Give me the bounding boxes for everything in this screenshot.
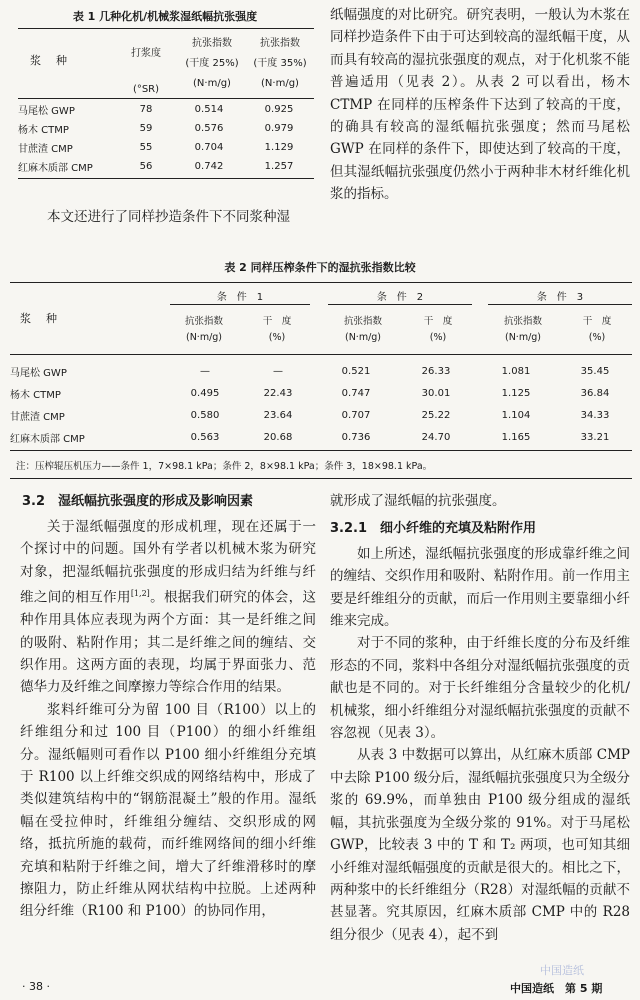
table1-t25-dry: (干度 25%)	[185, 58, 239, 69]
page-number: · 38 ·	[22, 980, 50, 993]
table1-beating-unit: (°SR)	[132, 84, 160, 95]
table2-dry-label: 干 度	[262, 316, 292, 327]
table-row	[10, 426, 632, 448]
section-heading-3-2: 3.2 湿纸幅抗张强度的形成及影响因素	[22, 494, 254, 509]
table1-cell-beating: 55	[139, 142, 153, 153]
table2-tensile-label: 抗张指数	[184, 316, 223, 327]
table1-cell-beating: 59	[139, 123, 153, 134]
paragraph-text: 关于湿纸幅强度的形成机理，现在还属于一个探讨中的问题。国外有学者以机械木浆为研究对象，把湿纸幅抗张强度的形成归结为纤维与纤维之间的相互作用	[20, 519, 316, 606]
table2-cell: 35.45	[580, 365, 610, 377]
table2-cell: 0.521	[341, 365, 371, 377]
table2-cell: 1.104	[501, 409, 531, 421]
table1-cell-pulp: 杨木 CTMP	[18, 125, 69, 136]
table2-cell: 25.22	[421, 409, 451, 421]
table-row	[10, 404, 632, 426]
table2-note: 注：压榨辊压机压力——条件 1，7×98.1 kPa；条件 2，8×98.1 kPa；条件 3，18×98.1 kPa。	[16, 461, 433, 472]
table2-cell: 1.081	[501, 365, 531, 377]
table2-header-cond3: 条 件 3	[536, 292, 584, 303]
table1-cell-t25: 0.514	[194, 104, 224, 115]
paragraph: 如上所述，湿纸幅抗张强度的形成靠纤维之间的缠结、交织作用和吸附、粘附作用。前一作用主要是纤维组分的贡献，而后一作用则主要靠细小纤维来完成。	[330, 545, 630, 630]
watermark: 中国造纸	[540, 964, 584, 977]
right-column-body	[330, 490, 630, 946]
table2-cell: 36.84	[580, 387, 610, 399]
table-row	[10, 360, 632, 382]
table-row	[10, 382, 632, 404]
table2-caption: 表 2 同样压榨条件下的湿抗张指数比较	[224, 261, 416, 274]
table2-header-pulp: 浆 种	[20, 312, 59, 325]
table2-dry-unit: (%)	[268, 332, 286, 343]
divider	[10, 478, 632, 479]
table1-t35-label: 抗张指数	[260, 38, 300, 49]
table1-cell-t25: 0.742	[194, 161, 224, 172]
table1	[18, 28, 314, 180]
table1-cell-t25: 0.576	[194, 123, 224, 134]
table2-cell: 0.563	[190, 431, 220, 443]
table1-header-beating	[120, 36, 172, 108]
table2-tensile-unit: (N·m/g)	[185, 332, 223, 343]
table2-dry-unit: (%)	[588, 332, 606, 343]
table1-cell-beating: 78	[139, 104, 153, 115]
table2-cell: 20.68	[263, 431, 293, 443]
table2-cell: 24.70	[421, 431, 451, 443]
table2-cell: 0.495	[190, 387, 220, 399]
table2-cell: 1.125	[501, 387, 531, 399]
table2	[10, 282, 632, 452]
section-3-2-body	[20, 516, 316, 923]
journal-footer: 中国造纸 第 5 期	[510, 982, 603, 995]
table1-beating-label: 打浆度	[131, 48, 161, 59]
table2-cell-pulp: 马尾松 GWP	[10, 367, 67, 379]
table2-sub-tensile-1	[168, 314, 240, 346]
table2-header-cond2: 条 件 2	[376, 292, 424, 303]
table1-cell-t35: 0.979	[264, 123, 294, 134]
table-row	[18, 138, 314, 157]
paragraph-text: 。根据我们研究的体会，这种作用具体应表现为两个方面：其一是纤维之间的吸附、粘附作用；其二是纤维之间的缠结、交织作用。这两方面的表现，均属于界面张力、范德华力及纤维之间摩擦力等综合作用的结果。	[20, 589, 316, 696]
table1-t25-unit: (N·m/g)	[193, 78, 231, 89]
table2-cell: 33.21	[580, 431, 610, 443]
paragraph	[20, 516, 316, 699]
table1-cell-t35: 1.257	[264, 161, 294, 172]
table2-dry-unit: (%)	[429, 332, 447, 343]
table1-header-t25	[180, 34, 244, 94]
table2-cell: 26.33	[421, 365, 451, 377]
paragraph: 对于不同的浆种，由于纤维长度的分布及纤维形态的不同，浆料中各组分对湿纸幅抗张强度的贡献也是不同的。对于长纤维组分含量较少的化机/机械浆，细小纤维组分对湿纸幅抗张强度的贡献不容忽视（见表 3）。	[330, 635, 630, 742]
table2-cell: 0.580	[190, 409, 220, 421]
table2-tensile-unit: (N·m/g)	[344, 332, 382, 343]
table1-body	[18, 100, 314, 176]
table-row	[18, 119, 314, 138]
table2-cell: —	[273, 365, 283, 377]
table2-tensile-label: 抗张指数	[503, 316, 542, 327]
table2-cell: 0.736	[341, 431, 371, 443]
table2-cell-pulp: 杨木 CTMP	[10, 389, 61, 401]
table2-sub-dry-1	[242, 314, 312, 346]
section-heading-3-2-1: 3.2.1 细小纤维的充填及粘附作用	[330, 521, 537, 537]
table2-dry-label: 干 度	[423, 316, 453, 327]
table1-header-pulp: 浆 种	[30, 54, 69, 67]
table2-cell: 23.64	[263, 409, 293, 421]
table1-cell-t25: 0.704	[194, 142, 224, 153]
table1-cell-t35: 1.129	[264, 142, 294, 153]
table2-sub-tensile-3	[486, 314, 560, 346]
table2-cell: 22.43	[263, 387, 293, 399]
table1-header-t35	[246, 34, 314, 94]
paragraph: 浆料纤维可分为留 100 目（R100）以上的纤维组分和过 100 目（P100）的细小纤维组分。湿纸幅则可看作以 P100 细小纤维组分充填于 R100 以上纤维交织成的网络结构中，形成了类似建筑结构中的“钢筋混凝土”般的作用。湿纸幅在受拉伸时，纤维组分缠结、交织形成的网络，抵抗所施的载荷，而纤维网络间的细小纤维充填和粘附于纤维之间，增大了纤维滑移时的摩擦阻力，防止纤维从网状结构中拉脱。上述两种组分纤维（R100 和 P100）的协同作用，	[20, 701, 316, 920]
citation-ref: [1,2]	[130, 589, 150, 599]
table2-cell: 0.707	[341, 409, 371, 421]
table2-cell-pulp: 甘蔗渣 CMP	[10, 411, 65, 423]
table2-cell: 1.165	[501, 431, 531, 443]
table1-cell-pulp: 甘蔗渣 CMP	[18, 144, 73, 155]
table-row	[18, 100, 314, 119]
table2-sub-dry-3	[562, 314, 632, 346]
table2-tensile-label: 抗张指数	[343, 316, 382, 327]
table2-cell: 0.747	[341, 387, 371, 399]
table2-cell: 34.33	[580, 409, 610, 421]
table1-caption: 表 1 几种化机/机械浆湿纸幅抗张强度	[72, 10, 258, 23]
table2-cell: 30.01	[421, 387, 451, 399]
table2-tensile-unit: (N·m/g)	[504, 332, 542, 343]
table2-sub-dry-2	[402, 314, 474, 346]
table2-cell: —	[200, 365, 210, 377]
paragraph: 从表 3 中数据可以算出，从红麻木质部 CMP 中去除 P100 级分后，湿纸幅抗张强度只为全级分浆的 69.9%，而单独由 P100 级分组成的湿纸幅，其抗张强度为全级分浆的 91%。对于马尾松 GWP，比较表 3 中的 T 和 T₂ 两项，也可知其细小纤维对湿纸幅强度的贡献是很大的。相比之下，两种浆中的长纤维组分（R28）对湿纸幅的贡献不甚显著。究其原因，红麻木质部 CMP 中的 R28 组分很少（见表 4），起不到	[330, 747, 630, 943]
table-row	[18, 157, 314, 176]
table1-t35-dry: (干度 35%)	[253, 58, 307, 69]
table2-sub-tensile-2	[326, 314, 400, 346]
table1-cell-pulp: 红麻木质部 CMP	[18, 163, 93, 174]
table2-cell-pulp: 红麻木质部 CMP	[10, 433, 85, 445]
table1-t25-label: 抗张指数	[192, 38, 232, 49]
table2-dry-label: 干 度	[582, 316, 612, 327]
para-top-left: 本文还进行了同样抄造条件下不同浆种湿	[47, 209, 290, 225]
paragraph: 就形成了湿纸幅的抗张强度。	[330, 493, 506, 509]
para-top-right: 纸幅强度的对比研究。研究表明，一般认为木浆在同样抄造条件下由于可达到较高的湿纸幅干度，从而具有较高的湿抗张强度的观点，对于化机浆不能普遍适用（见表 2）。从表 2 可以看出，杨木 CTMP 在同样的压榨条件下达到了较高的干度，的确具有较高的湿纸幅抗张强度；然而马尾松 GWP 在同样的条件下，即使达到了较高的干度，但其湿纸幅抗张强度仍然小于两种非木材纤维化机浆的指标。	[330, 7, 630, 203]
table1-t35-unit: (N·m/g)	[261, 78, 299, 89]
table2-body	[10, 360, 632, 448]
table2-header-cond1: 条 件 1	[216, 292, 264, 303]
table1-cell-t35: 0.925	[264, 104, 294, 115]
table1-cell-beating: 56	[139, 161, 153, 172]
table1-cell-pulp: 马尾松 GWP	[18, 106, 75, 117]
